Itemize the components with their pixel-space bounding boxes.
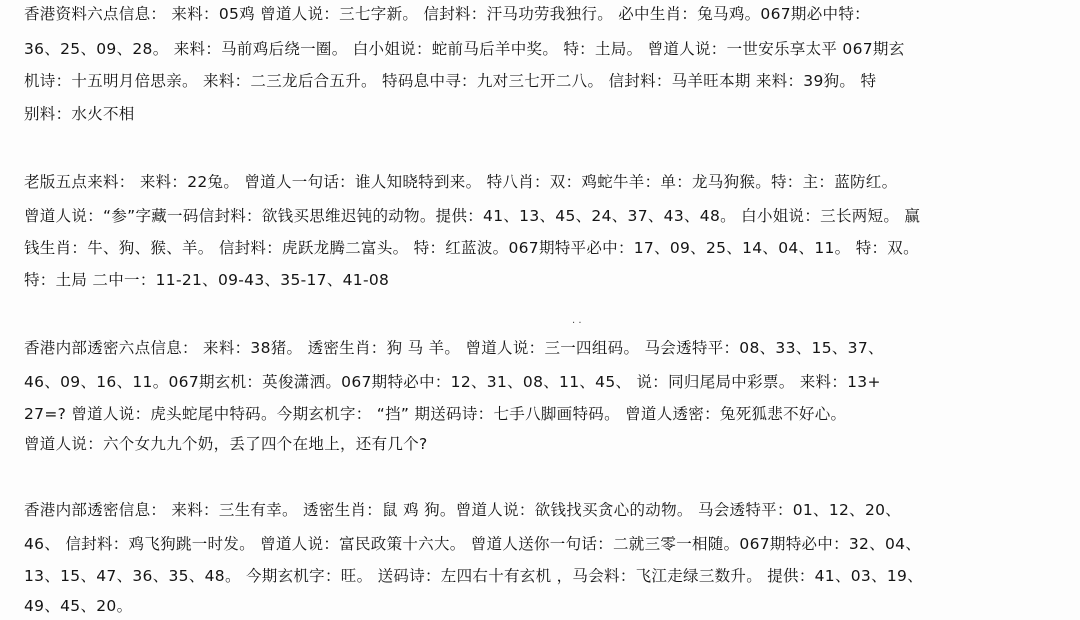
section-1-line-2: 36、25、09、28。 来料：马前鸡后绕一圈。 白小姐说：蛇前马后羊中奖。 特：土局。 曾道人说：一世安乐享太平 067期玄 xyxy=(24,40,905,58)
section-4-line-3: 13、15、47、36、35、48。 今期玄机字：旺。 送码诗：左四右十有玄机 ，马会料：飞江走绿三数升。 提供：41、03、19、 xyxy=(24,567,924,585)
section-1-line-1: 香港资料六点信息： 来料：05鸡 曾道人说：三七字新。 信封料：汗马功劳我独行。 必中生肖：兔马鸡。067期必中特： xyxy=(24,5,870,23)
section-4-line-4: 49、45、20。 xyxy=(24,597,133,615)
section-3-line-1: 香港内部透密六点信息： 来料：38猪。 透密生肖：狗 马 羊。 曾道人说：三一四组码。 马会透特平：08、33、15、37、 xyxy=(24,339,884,357)
section-4-line-1: 香港内部透密信息： 来料：三生有幸。 透密生肖：鼠 鸡 狗。曾道人说：欲钱找买贪心的动物。 马会透特平：01、12、20、 xyxy=(24,501,902,519)
section-2-line-1: 老版五点来料： 来料：22兔。 曾道人一句话：谁人知晓特到来。 特八肖：双：鸡蛇牛羊：单：龙马狗猴。特：主：蓝防红。 xyxy=(24,173,898,191)
scan-speck: · · xyxy=(572,318,582,329)
section-3-line-2: 46、09、16、11。067期玄机：英俊潇洒。067期特必中：12、31、08、11、45、 说：同归尾局中彩票。 来料：13+ xyxy=(24,373,881,391)
section-2-line-3: 钱生肖：牛、狗、猴、羊。 信封料：虎跃龙腾二富头。 特：红蓝波。067期特平必中：17、09、25、14、04、11。 特：双。 xyxy=(24,239,919,257)
section-2-line-2: 曾道人说：“参”字藏一码信封料：欲钱买思维迟钝的动物。提供：41、13、45、24、37、43、48。 白小姐说：三长两短。 赢 xyxy=(24,207,921,225)
section-1-line-3: 机诗：十五明月倍思亲。 来料：二三龙后合五升。 特码息中寻：九对三七开二八。 信封料：马羊旺本期 来料：39狗。 特 xyxy=(24,72,877,90)
section-3-line-3: 27=? 曾道人说：虎头蛇尾中特码。今期玄机字： “挡” 期送码诗：七手八脚画特码。 曾道人透密：兔死狐悲不好心。 xyxy=(24,405,847,423)
section-1-line-4: 别料：水火不相 xyxy=(24,105,135,123)
section-4-line-2: 46、 信封料：鸡飞狗跳一时发。 曾道人说：富民政策十六大。 曾道人送你一句话：二就三零一相随。067期特必中：32、04、 xyxy=(24,535,922,553)
section-3-line-4: 曾道人说：六个女九九个奶，丢了四个在地上，还有几个? xyxy=(24,435,428,453)
section-2-line-4: 特：土局 二中一：11-21、09-43、35-17、41-08 xyxy=(24,271,390,289)
